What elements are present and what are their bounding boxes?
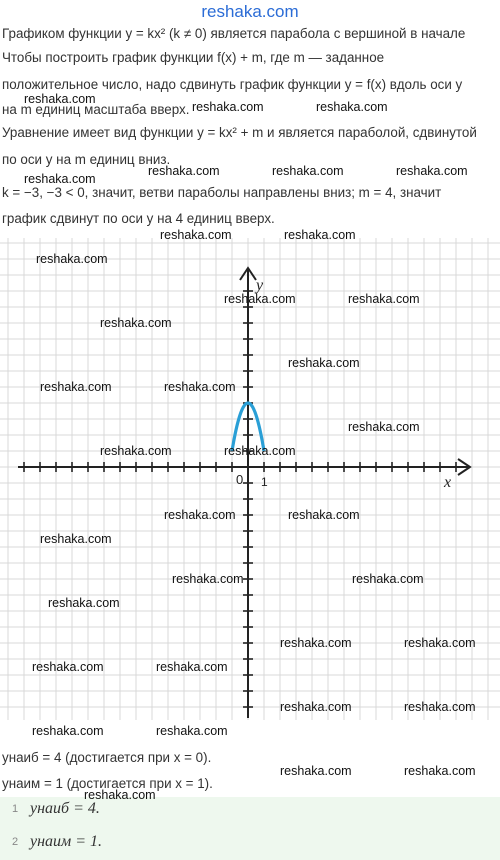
watermark: reshaka.com bbox=[348, 292, 420, 306]
answer-value: yнаим = 1. bbox=[30, 833, 103, 850]
watermark: reshaka.com bbox=[172, 572, 244, 586]
watermark: reshaka.com bbox=[224, 292, 296, 306]
watermark: reshaka.com bbox=[24, 172, 96, 186]
result-max: yнаиб = 4 (достигается при x = 0). bbox=[2, 750, 212, 765]
watermark: reshaka.com bbox=[36, 252, 108, 266]
x-axis-label: x bbox=[444, 474, 452, 491]
text-line-2: Чтобы построить график функции f(x) + m, где m — заданное bbox=[2, 50, 385, 65]
watermark: reshaka.com bbox=[284, 228, 356, 242]
watermark: reshaka.com bbox=[40, 532, 112, 546]
watermark: reshaka.com bbox=[272, 164, 344, 178]
watermark: reshaka.com bbox=[352, 572, 424, 586]
watermark: reshaka.com bbox=[164, 508, 236, 522]
watermark: reshaka.com bbox=[84, 788, 156, 802]
watermark: reshaka.com bbox=[24, 92, 96, 106]
watermark: reshaka.com bbox=[192, 100, 264, 114]
watermark: reshaka.com bbox=[48, 596, 120, 610]
unit-label: 1 bbox=[261, 475, 268, 489]
watermark: reshaka.com bbox=[288, 356, 360, 370]
answer-row bbox=[0, 797, 500, 827]
answer-row bbox=[0, 830, 500, 860]
y-axis bbox=[240, 268, 256, 718]
result-min: yнаим = 1 (достигается при x = 1). bbox=[2, 776, 213, 791]
text-line-5: Уравнение имеет вид функции y = kx² + m и является параболой, сдвинутой bbox=[2, 125, 477, 140]
watermark: reshaka.com bbox=[280, 636, 352, 650]
watermark: reshaka.com bbox=[288, 508, 360, 522]
answer-panel bbox=[0, 797, 500, 860]
answer-number: 1 bbox=[12, 803, 19, 815]
site-title[interactable]: reshaka.com bbox=[201, 2, 299, 21]
answer-value: yнаиб = 4. bbox=[30, 800, 100, 817]
text-line-6: по оси y на m единиц вниз. bbox=[2, 152, 171, 167]
watermark: reshaka.com bbox=[224, 444, 296, 458]
watermark: reshaka.com bbox=[156, 724, 228, 738]
watermark: reshaka.com bbox=[40, 380, 112, 394]
watermark: reshaka.com bbox=[156, 660, 228, 674]
watermark: reshaka.com bbox=[148, 164, 220, 178]
text-line-1: Графиком функции y = kx² (k ≠ 0) является парабола с вершиной в начале bbox=[2, 26, 466, 41]
watermark: reshaka.com bbox=[396, 164, 468, 178]
text-line-3: положительное число, надо сдвинуть график функции y = f(x) вдоль оси y bbox=[2, 77, 463, 92]
watermark: reshaka.com bbox=[160, 228, 232, 242]
watermark: reshaka.com bbox=[280, 700, 352, 714]
watermark: reshaka.com bbox=[404, 636, 476, 650]
watermark: reshaka.com bbox=[348, 420, 420, 434]
watermark: reshaka.com bbox=[100, 316, 172, 330]
watermark: reshaka.com bbox=[280, 764, 352, 778]
site-header bbox=[0, 0, 500, 24]
watermark: reshaka.com bbox=[32, 724, 104, 738]
origin-label: 0 bbox=[236, 472, 244, 487]
answer-number: 2 bbox=[12, 836, 19, 848]
watermark: reshaka.com bbox=[100, 444, 172, 458]
text-line-4: на m единиц масштаба вверх. bbox=[2, 102, 190, 117]
watermark: reshaka.com bbox=[164, 380, 236, 394]
watermark: reshaka.com bbox=[404, 764, 476, 778]
watermark: reshaka.com bbox=[316, 100, 388, 114]
text-line-7: k = −3, −3 < 0, значит, ветви параболы направлены вниз; m = 4, значит bbox=[2, 185, 442, 200]
watermark: reshaka.com bbox=[32, 660, 104, 674]
y-axis-label: y bbox=[256, 277, 264, 294]
watermark: reshaka.com bbox=[404, 700, 476, 714]
text-line-8: график сдвинут по оси y на 4 единиц вверх. bbox=[2, 211, 275, 226]
